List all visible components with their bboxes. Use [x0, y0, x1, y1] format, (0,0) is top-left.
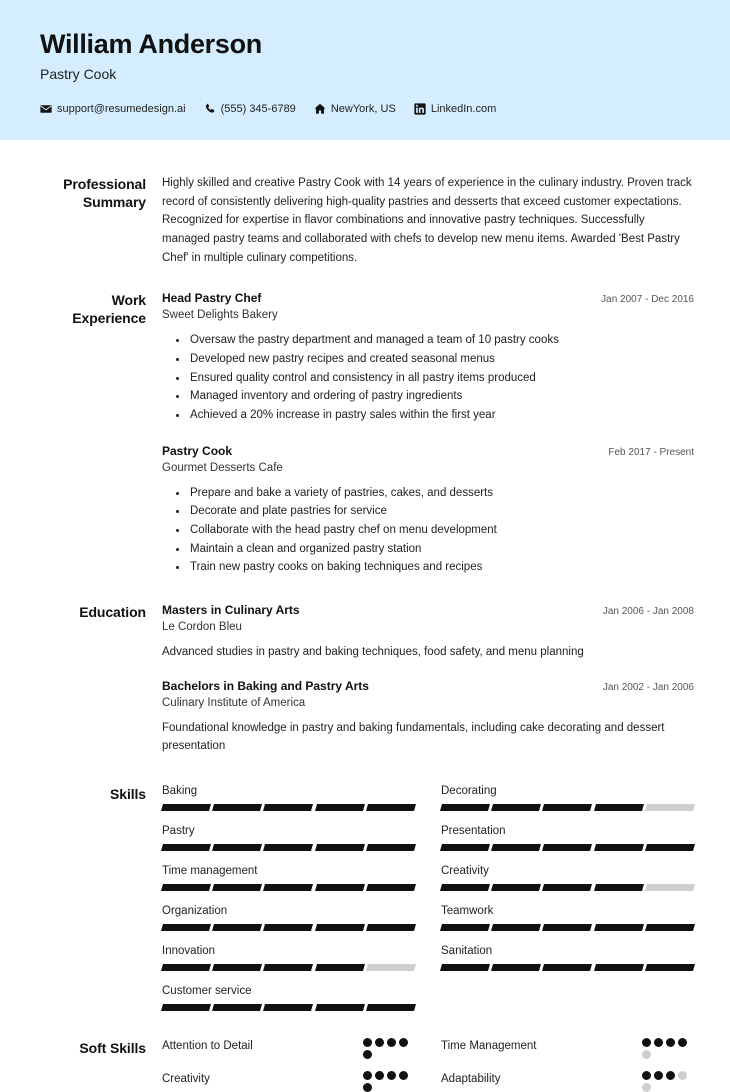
entry-bullets [162, 484, 694, 577]
contact-linkedin-text: LinkedIn.com [430, 103, 497, 116]
skill-level-bar [441, 964, 694, 971]
experience-entry [162, 290, 694, 424]
contact-row [40, 103, 730, 115]
soft-skill-name: Adaptability [441, 1072, 501, 1085]
rating-dot [399, 1071, 408, 1080]
job-title: Pastry Cook [40, 66, 117, 83]
list-item: • Oversaw the pastry department and managed a team of 10 pastry cooks [188, 331, 694, 350]
section-label-summary: Professional Summary [63, 176, 146, 210]
list-item: • Collaborate with the head pastry chef on menu development [188, 521, 694, 540]
skill-item [162, 784, 415, 824]
list-item: • Managed inventory and ordering of pastry ingredients [188, 387, 694, 406]
soft-skill-item [441, 1038, 694, 1059]
rating-dot [387, 1038, 396, 1047]
entry-header [162, 678, 694, 694]
soft-skill-item [162, 1071, 415, 1092]
skill-bar-segment [212, 884, 262, 891]
rating-dot [666, 1071, 675, 1080]
entry-date: Jan 2007 - Dec 2016 [601, 294, 694, 306]
skill-level-bar [162, 844, 415, 851]
rating-dot [642, 1083, 651, 1092]
skill-bar-segment [263, 924, 313, 931]
skill-bar-segment [212, 804, 262, 811]
skill-bar-segment [645, 844, 695, 851]
section-label-soft-skills: Soft Skills [79, 1039, 146, 1056]
soft-skill-rating [642, 1038, 694, 1059]
soft-skill-item [162, 1038, 415, 1059]
education-entry [162, 678, 694, 756]
entry-description: Advanced studies in pastry and baking techniques, food safety, and menu planning [162, 646, 584, 659]
skill-bar-segment [440, 844, 490, 851]
skill-bar-segment [161, 804, 211, 811]
skill-bar-segment [263, 884, 313, 891]
skill-bar-segment [542, 804, 592, 811]
skill-bar-segment [491, 804, 541, 811]
entry-title: Head Pastry Chef [162, 291, 262, 306]
list-item: • Maintain a clean and organized pastry station [188, 540, 694, 559]
skill-item [162, 904, 415, 944]
contact-phone[interactable] [204, 103, 296, 115]
section-label-skills: Skills [110, 785, 146, 802]
entry-title: Pastry Cook [162, 443, 233, 458]
skill-bar-segment [594, 884, 644, 891]
skill-bar-segment [161, 924, 211, 931]
rating-dot [363, 1038, 372, 1047]
skill-item [441, 824, 694, 864]
skill-name: Pastry [162, 824, 195, 837]
rating-dot [399, 1038, 408, 1047]
entry-bullets [162, 331, 694, 424]
skill-bar-segment [263, 804, 313, 811]
envelope-icon [40, 103, 52, 115]
skill-item [441, 784, 694, 824]
skill-bar-segment [263, 844, 313, 851]
entry-header [162, 443, 694, 459]
experience-entry [162, 443, 694, 577]
skill-bar-segment [440, 804, 490, 811]
skill-bar-segment [366, 804, 416, 811]
rating-dot [375, 1071, 384, 1080]
rating-dot [678, 1038, 687, 1047]
contact-location[interactable] [314, 103, 396, 115]
list-item: • Achieved a 20% increase in pastry sales within the first year [188, 406, 694, 425]
skill-level-bar [441, 804, 694, 811]
skill-bar-segment [366, 924, 416, 931]
rating-dot [642, 1050, 651, 1059]
section-skills [40, 784, 694, 1024]
contact-location-text: NewYork, US [330, 103, 396, 116]
skill-bar-segment [542, 884, 592, 891]
skill-name: Presentation [441, 824, 506, 837]
phone-icon [204, 103, 216, 115]
section-label-education: Education [79, 603, 146, 620]
skill-name: Innovation [162, 944, 216, 957]
skill-bar-segment [315, 964, 365, 971]
resume-header [0, 0, 730, 140]
summary-text: Highly skilled and creative Pastry Cook with 14 years of experience in the culinary industry. Proven track record of consistently delivering high-quality pastries and desserts that exceed customer expectations. Recognized for expertise in flavor combinations and innovative pastry techniques. Successfully managed pastry teams and collaborated with chefs to develop new menu items. Awarded 'Best Pastry Chef' in multiple culinary competitions. [162, 177, 692, 264]
entry-title: Masters in Culinary Arts [162, 602, 300, 617]
section-education [40, 602, 694, 756]
rating-dot [642, 1071, 651, 1080]
skill-bar-segment [263, 1004, 313, 1011]
section-label-experience: Work Experience [72, 292, 146, 326]
rating-dot [642, 1038, 651, 1047]
skill-level-bar [162, 1004, 415, 1011]
contact-email-text: support@resumedesign.ai [57, 103, 186, 116]
skill-level-bar [441, 924, 694, 931]
skill-bar-segment [645, 804, 695, 811]
entry-organization: Culinary Institute of America [162, 697, 306, 710]
skill-name: Baking [162, 784, 198, 797]
skill-level-bar [441, 884, 694, 891]
list-item: • Developed new pastry recipes and created seasonal menus [188, 350, 694, 369]
soft-skill-rating [363, 1038, 415, 1059]
skill-bar-segment [594, 964, 644, 971]
skill-bar-segment [645, 884, 695, 891]
skill-name: Sanitation [441, 944, 493, 957]
skills-grid [162, 784, 694, 1024]
rating-dot [375, 1038, 384, 1047]
soft-skill-item [441, 1071, 694, 1092]
rating-dot [654, 1071, 663, 1080]
skill-bar-segment [491, 964, 541, 971]
skill-bar-segment [645, 964, 695, 971]
skill-bar-segment [161, 964, 211, 971]
skill-bar-segment [366, 844, 416, 851]
skill-bar-segment [366, 1004, 416, 1011]
entry-date: Feb 2017 - Present [608, 446, 694, 458]
skill-bar-segment [315, 1004, 365, 1011]
entry-organization: Sweet Delights Bakery [162, 309, 278, 322]
entry-title: Bachelors in Baking and Pastry Arts [162, 679, 369, 694]
skill-bar-segment [542, 844, 592, 851]
skill-item [162, 864, 415, 904]
skill-level-bar [162, 964, 415, 971]
skill-bar-segment [161, 1004, 211, 1011]
soft-skills-grid [162, 1038, 694, 1092]
skill-level-bar [162, 884, 415, 891]
section-work-experience [40, 290, 694, 577]
list-item: • Decorate and plate pastries for service [188, 502, 694, 521]
rating-dot [387, 1071, 396, 1080]
skill-bar-segment [161, 844, 211, 851]
skill-bar-segment [315, 844, 365, 851]
rating-dot [678, 1071, 687, 1080]
skill-bar-segment [366, 884, 416, 891]
soft-skill-rating [363, 1071, 415, 1092]
entry-organization: Gourmet Desserts Cafe [162, 461, 283, 474]
skill-bar-segment [440, 964, 490, 971]
contact-phone-text: (555) 345-6789 [220, 103, 296, 116]
rating-dot [363, 1071, 372, 1080]
skill-name: Customer service [162, 984, 252, 997]
skill-bar-segment [161, 884, 211, 891]
home-icon [314, 103, 326, 115]
skill-bar-segment [315, 884, 365, 891]
skill-name: Teamwork [441, 904, 494, 917]
contact-email[interactable] [40, 103, 186, 115]
entry-description: Foundational knowledge in pastry and baking fundamentals, including cake decorating and dessert presentation [162, 722, 665, 753]
entry-date: Jan 2002 - Jan 2006 [602, 682, 694, 694]
skill-bar-segment [491, 844, 541, 851]
rating-dot [363, 1083, 372, 1092]
page-title: William Anderson [40, 29, 262, 59]
entry-header [162, 602, 694, 618]
rating-dot [363, 1050, 372, 1059]
skill-item [441, 904, 694, 944]
skill-bar-segment [594, 804, 644, 811]
skill-item [441, 864, 694, 904]
skill-bar-segment [542, 964, 592, 971]
skill-level-bar [162, 924, 415, 931]
skill-bar-segment [440, 924, 490, 931]
entry-organization: Le Cordon Bleu [162, 621, 242, 634]
skill-bar-segment [212, 1004, 262, 1011]
skill-item [162, 944, 415, 984]
skill-item [441, 944, 694, 984]
skill-bar-segment [594, 844, 644, 851]
skill-bar-segment [212, 924, 262, 931]
soft-skill-name: Time Management [441, 1039, 537, 1052]
skill-bar-segment [542, 924, 592, 931]
rating-dot [654, 1038, 663, 1047]
entry-date: Jan 2006 - Jan 2008 [602, 605, 694, 617]
skill-bar-segment [491, 884, 541, 891]
skill-bar-segment [645, 924, 695, 931]
list-item: • Prepare and bake a variety of pastries, cakes, and desserts [188, 484, 694, 503]
education-entry [162, 602, 694, 662]
skill-bar-segment [263, 964, 313, 971]
skill-bar-segment [315, 924, 365, 931]
skill-level-bar [441, 844, 694, 851]
skill-name: Organization [162, 904, 228, 917]
skill-bar-segment [212, 964, 262, 971]
skill-bar-segment [594, 924, 644, 931]
list-item: • Train new pastry cooks on baking techniques and recipes [188, 558, 694, 577]
soft-skill-name: Attention to Detail [162, 1039, 253, 1052]
resume-body [0, 174, 730, 1092]
section-soft-skills [40, 1038, 694, 1092]
skill-bar-segment [366, 964, 416, 971]
entry-header [162, 290, 694, 306]
skill-name: Time management [162, 864, 258, 877]
list-item: • Ensured quality control and consistency in all pastry items produced [188, 369, 694, 388]
skill-name: Decorating [441, 784, 497, 797]
skill-bar-segment [440, 884, 490, 891]
soft-skill-name: Creativity [162, 1072, 210, 1085]
skill-item [162, 824, 415, 864]
section-professional-summary [40, 174, 694, 267]
skill-name: Creativity [441, 864, 489, 877]
skill-bar-segment [212, 844, 262, 851]
soft-skill-rating [642, 1071, 694, 1092]
skill-bar-segment [315, 804, 365, 811]
skill-item [162, 984, 415, 1024]
skill-bar-segment [491, 924, 541, 931]
skill-level-bar [162, 804, 415, 811]
linkedin-icon [414, 103, 426, 115]
contact-linkedin[interactable] [414, 103, 496, 115]
rating-dot [666, 1038, 675, 1047]
